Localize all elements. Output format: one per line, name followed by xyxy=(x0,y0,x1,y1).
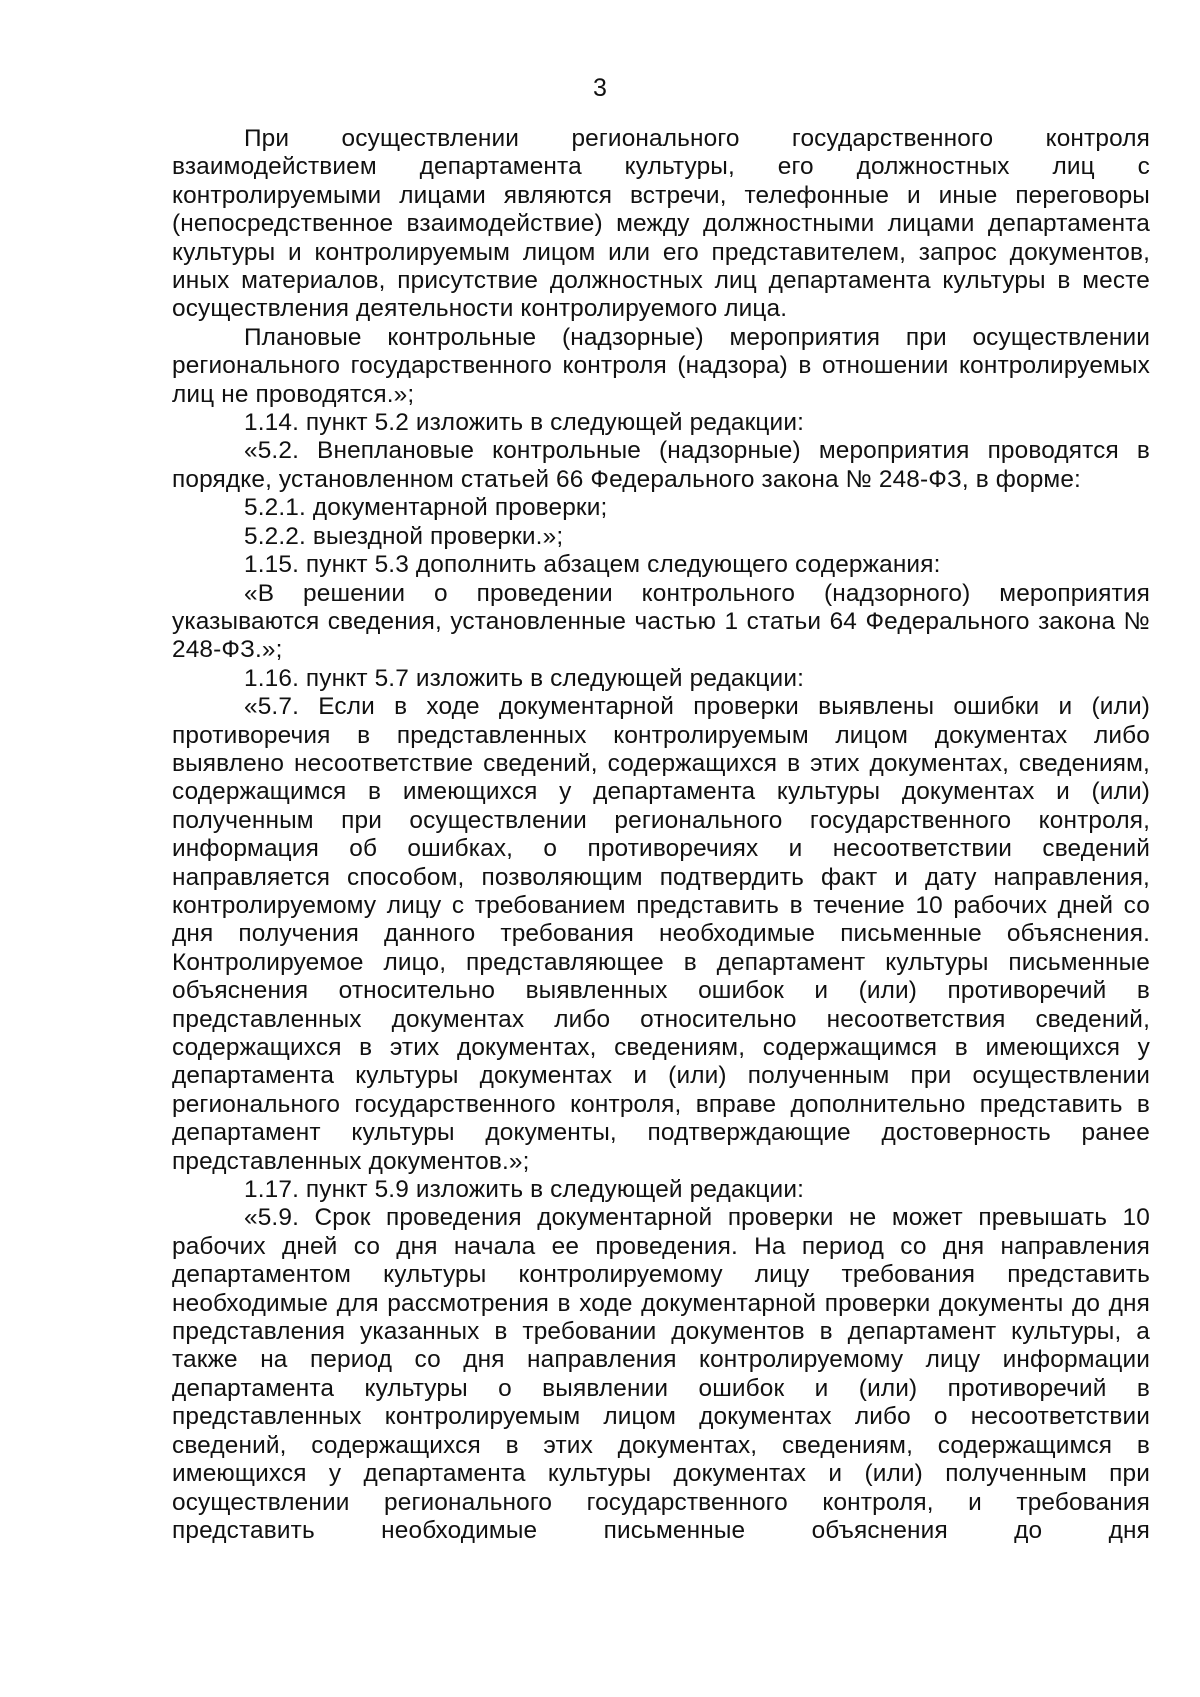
paragraph-clause-5-7: «5.7. Если в ходе документарной проверки выявлены ошибки и (или) противоречия в представленных контролируемым лицом документах либо выявлено несоответствие сведений, содержащихся в этих документах, сведениям, содержащимся в имеющихся у департамента культуры документах и (или) полученным при осуществлении регионального государственного контроля, информация об ошибках, о противоречиях и несоответствии сведений направляется способом, позволяющим подтвердить факт и дату направления, контролируемому лицу с требованием представить в течение 10 рабочих дней со дня получения данного требования необходимые письменные объяснения. Контролируемое лицо, представляющее в департамент культуры письменные объяснения относительно выявленных ошибок и (или) противоречий в представленных документах либо относительно несоответствия сведений, содержащихся в этих документах, сведениям, содержащимся в имеющихся у департамента культуры документах и (или) полученным при осуществлении регионального государственного контроля, вправе дополнительно представить в департамент культуры документы, подтверждающие достоверность ранее представленных документов.»; xyxy=(172,693,1150,1175)
paragraph-item-1-15: 1.15. пункт 5.3 дополнить абзацем следующего содержания: xyxy=(244,551,941,579)
paragraph-planned-measures: Плановые контрольные (надзорные) мероприятия при осуществлении регионального государственного контроля (надзора) в отношении контролируемых лиц не проводятся.»; xyxy=(172,323,1150,408)
page-number: 3 xyxy=(593,74,607,102)
paragraph-item-1-16: 1.16. пункт 5.7 изложить в следующей редакции: xyxy=(244,664,805,692)
paragraph-item-1-14: 1.14. пункт 5.2 изложить в следующей редакции: xyxy=(244,409,805,437)
paragraph-interaction-definition: При осуществлении регионального государственного контроля взаимодействием департамента культуры, его должностных лиц с контролируемыми лицами являются встречи, телефонные и иные переговоры (непосредственное взаимодействие) между должностными лицами департамента культуры и контролируемым лицом или его представителем, запрос документов, иных материалов, присутствие должностных лиц департамента культуры в месте осуществления деятельности контролируемого лица. xyxy=(172,125,1150,323)
paragraph-clause-5-2-2: 5.2.2. выездной проверки.»; xyxy=(244,522,564,550)
paragraph-clause-5-2: «5.2. Внеплановые контрольные (надзорные) мероприятия проводятся в порядке, установленном статьей 66 Федерального закона № 248-ФЗ, в форме: xyxy=(172,437,1150,493)
paragraph-item-1-17: 1.17. пункт 5.9 изложить в следующей редакции: xyxy=(244,1176,805,1204)
document-body xyxy=(172,125,1150,1545)
paragraph-clause-5-2-1: 5.2.1. документарной проверки; xyxy=(244,494,608,522)
paragraph-clause-5-9: «5.9. Срок проведения документарной проверки не может превышать 10 рабочих дней со дня начала ее проведения. На период со дня направления департаментом культуры контролируемому лицу требования представить необходимые для рассмотрения в ходе документарной проверки документы до дня представления указанных в требовании документов в департамент культуры, а также на период со дня направления контролируемому лицу информации департамента культуры о выявлении ошибок и (или) противоречий в представленных контролируемым лицом документах либо о несоответствии сведений, содержащихся в этих документах, сведениям, содержащимся в имеющихся у департамента культуры документах и (или) полученным при осуществлении регионального государственного контроля, и требования представить необходимые письменные объяснения до дня xyxy=(172,1204,1150,1544)
paragraph-decision-content: «В решении о проведении контрольного (надзорного) мероприятия указываются сведения, установленные частью 1 статьи 64 Федерального закона № 248-ФЗ.»; xyxy=(172,579,1150,664)
